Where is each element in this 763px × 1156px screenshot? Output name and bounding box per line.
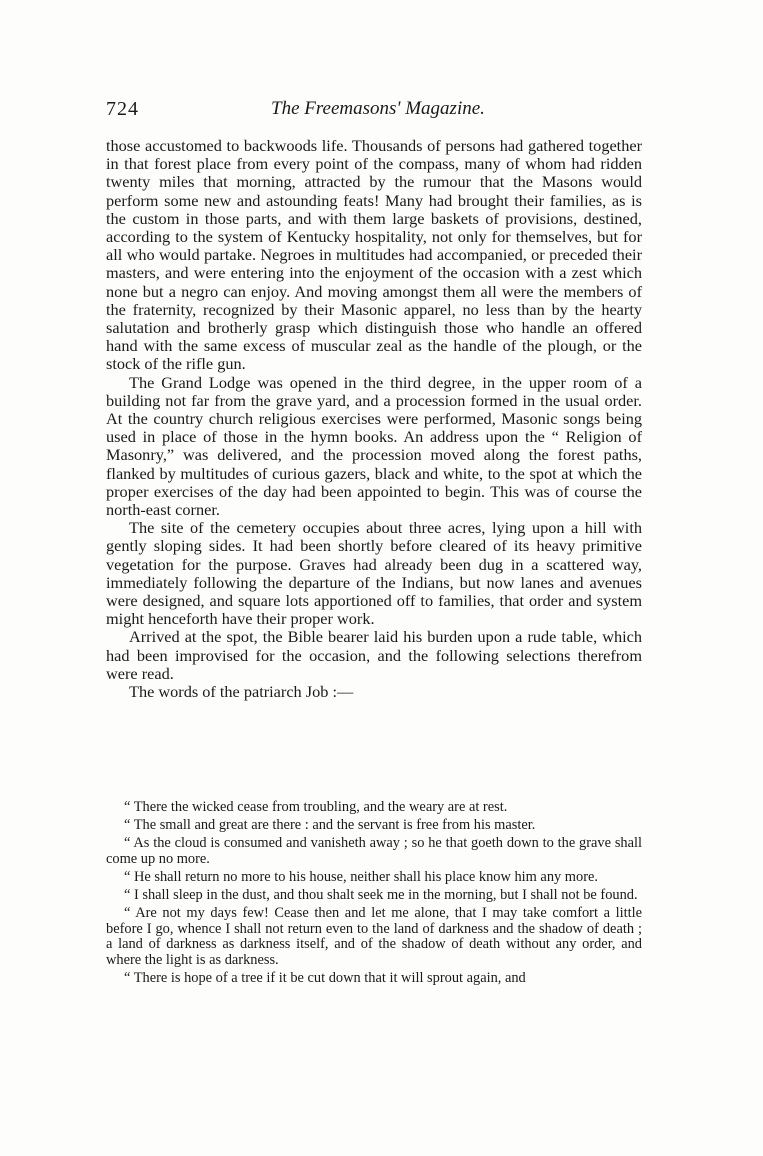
quote: “ He shall return no more to his house, neither shall his place know him any more.: [124, 868, 598, 885]
scripture-quotes: [106, 800, 642, 989]
quote: “ I shall sleep in the dust, and thou shalt seek me in the morning, but I shall not be found.: [124, 886, 638, 903]
paragraph: The site of the cemetery occupies about three acres, lying upon a hill with gently sloping sides. It had been shortly before cleared of its heavy primitive vegetation for the purpose. Graves had already been dug in a scattered way, immediately following the departure of the Indians, but now lanes and avenues were designed, and square lots apportioned off to families, that order and system might henceforth have their proper work.: [106, 518, 642, 629]
article-body: [106, 137, 642, 701]
running-title: The Freemasons' Magazine.: [271, 98, 485, 119]
paragraph: those accustomed to backwoods life. Thousands of persons had gathered together in that forest place from every point of the compass, many of whom had ridden twenty miles that morning, attracted by the rumour that the Masons would perform some new and astounding feats! Many had brought their families, as is the custom in those parts, and with them large baskets of provisions, destined, according to the system of Kentucky hospitality, not only for themselves, but for all who would partake. Negroes in multitudes had accompanied, or preceded their masters, and were entering into the enjoyment of the occasion with a zest which none but a negro can enjoy. And moving amongst them all were the members of the fraternity, recognized by their Masonic apparel, no less than by the hearty salutation and brotherly grasp which distinguish those who handle an offered hand with the same excess of muscular zeal as the handle of the plough, or the stock of the rifle gun.: [106, 136, 642, 374]
paragraph: Arrived at the spot, the Bible bearer laid his burden upon a rude table, which had been improvised for the occasion, and the following selections therefrom were read.: [106, 627, 642, 683]
quote: “ There is hope of a tree if it be cut down that it will sprout again, and: [124, 970, 526, 987]
page-header: [106, 98, 640, 124]
paragraph: The words of the patriarch Job :—: [129, 682, 354, 702]
quote: “ There the wicked cease from troubling, and the weary are at rest.: [124, 799, 508, 815]
quote: “ As the cloud is consumed and vanisheth away ; so he that goeth down to the grave shall come up no more.: [106, 834, 642, 867]
paragraph: The Grand Lodge was opened in the third degree, in the upper room of a building not far from the grave yard, and a procession formed in the usual order. At the country church religious exercises were performed, Masonic songs being used in place of those in the hymn books. An address upon the “ Religion of Masonry,” was delivered, and the procession moved along the forest paths, flanked by multitudes of curious gazers, black and white, to the spot at which the proper exercises of the day had been appointed to begin. This was of course the north-east corner.: [106, 372, 642, 520]
page-number: 724: [106, 98, 139, 120]
quote: “ Are not my days few! Cease then and let me alone, that I may take comfort a little before I go, whence I shall not return even to the land of darkness and the shadow of death ; a land of darkness as darkness itself, and of the shadow of death without any order, and where the light is as darkness.: [106, 904, 642, 969]
quote: “ The small and great are there : and the servant is free from his master.: [124, 816, 536, 833]
